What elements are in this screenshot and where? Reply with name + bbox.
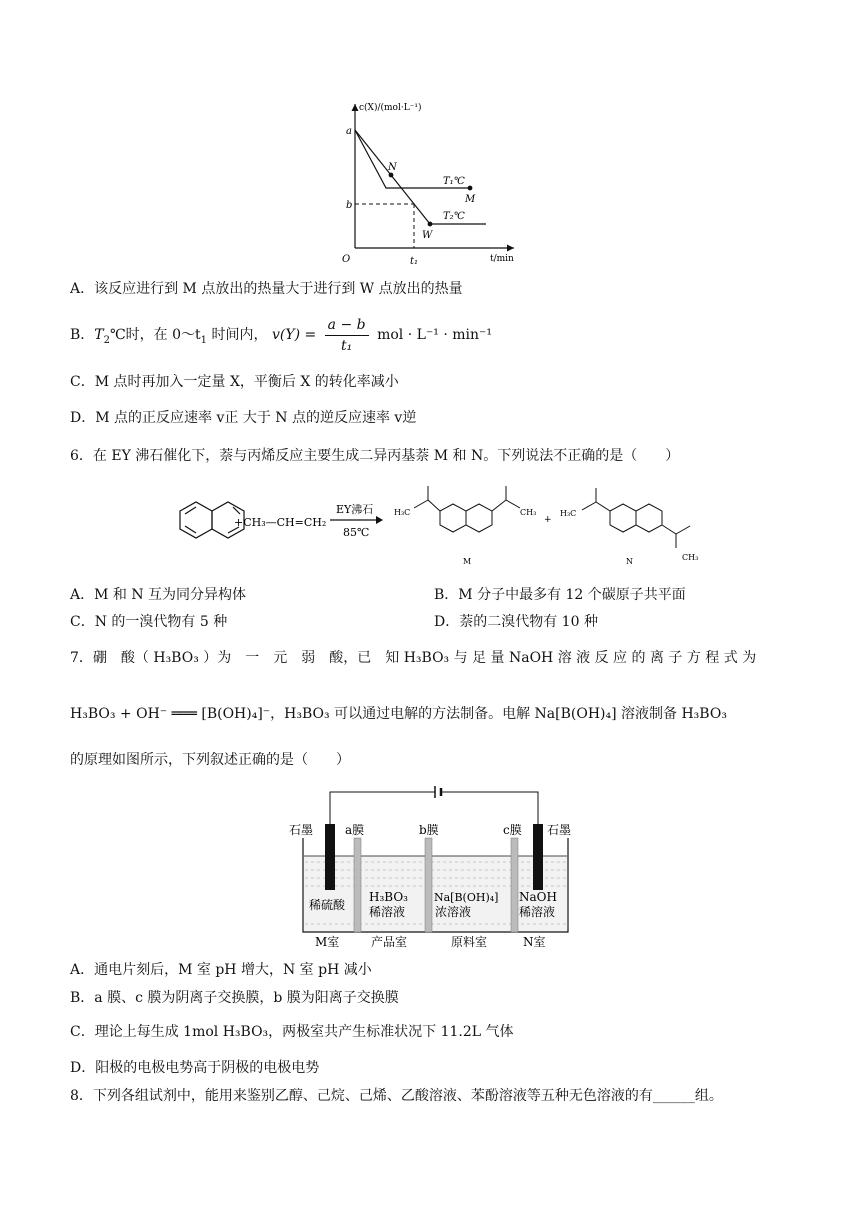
temperature-label: 85℃ [343,526,370,539]
m-h3c: H₃C [394,508,411,517]
membrane-c-label: c膜 [503,823,522,837]
y-axis-label: c(X)/(mol·L⁻¹) [359,103,422,113]
b-label: b [346,200,353,211]
q5-optb-denominator: t₁ [341,337,353,354]
q7-option-a: A．通电片刻后，M 室 pH 增大，N 室 pH 减小 [70,962,372,978]
origin-label: O [342,254,351,265]
propene-reagent: +CH₃—CH=CH₂ [234,516,327,529]
q5-option-d: D．M 点的正反应速率 v正 大于 N 点的逆反应速率 v逆 [70,410,417,426]
t1-label: t₁ [410,256,419,267]
q6-option-d: D．萘的二溴代物有 10 种 [434,614,598,630]
sol-product-line1: H₃BO₃ [369,890,408,904]
naphthalene-reaction-diagram [150,478,720,578]
sol-naoh-line1: NaOH [519,890,557,904]
q5-optb-mid: ℃时，在 0～t [110,327,201,343]
q5-optb-prefix: B． [70,327,95,343]
q7-equation-line: H₃BO₃ + OH⁻ ═══ [B(OH)₄]⁻，H₃BO₃ 可以通过电解的方法制备。电解 Na[B(OH)₄] 溶液制备 H₃BO₃ [70,706,727,722]
q5-optb-vy: v(Y) = [271,327,317,343]
label-n: N [626,557,633,566]
catalyst-label: EY沸石 [336,503,374,516]
membrane-a-label: a膜 [345,823,365,837]
electrolysis-cell-diagram [285,784,585,950]
W-label: W [422,230,433,241]
q6-stem: 6．在 EY 沸石催化下，萘与丙烯反应主要生成二异丙基萘 M 和 N。下列说法不正确的是（ ） [70,448,680,464]
q7-stem-line3: 的原理如图所示，下列叙述正确的是（ ） [70,752,350,768]
q7-option-d: D．阳极的电极电势高于阴极的电极电势 [70,1060,320,1076]
N-label: N [388,162,397,173]
graphite-left-label: 石墨 [289,823,314,837]
T2-label: T₂℃ [443,211,465,222]
n-ch3: CH₃ [682,553,699,562]
m-ch3: CH₃ [520,508,537,517]
M-label: M [465,194,476,205]
label-m: M [463,557,472,566]
q5-option-b: B．$T_2℃$时，在 $0\sim t_1$ 时间内， v(Y) = $\frac{a - b}{\text{t₁}}$ mol · L⁻¹ · min⁻¹ [70,316,493,354]
room-m-label: M室 [315,935,340,949]
room-product-label: 产品室 [371,935,408,949]
q5-option-a: A．该反应进行到 M 点放出的热量大于进行到 W 点放出的热量 [70,281,463,297]
T1-label: T₁℃ [443,176,465,187]
concentration-time-graph [330,98,520,270]
sol-sulfuric-acid: 稀硫酸 [309,898,346,912]
q6-option-b: B．M 分子中最多有 12 个碳原子共平面 [434,587,686,603]
membrane-b-label: b膜 [419,823,439,837]
n-h3c: H₃C [560,509,577,518]
plus-sign: + [544,515,552,525]
q5-option-c: C．M 点时再加入一定量 X，平衡后 X 的转化率减小 [70,374,399,390]
q6-option-c: C．N 的一溴代物有 5 种 [70,614,228,630]
x-axis-label: t/min [490,254,514,264]
sol-raw-line1: Na[B(OH)₄] [434,891,499,904]
graphite-right-label: 石墨 [547,823,572,837]
room-raw-label: 原料室 [451,935,488,949]
room-n-label: N室 [523,935,546,949]
sol-naoh-line2: 稀溶液 [519,905,556,919]
q5-optb-unit: mol · L⁻¹ · min⁻¹ [377,327,493,343]
q6-option-a: A．M 和 N 互为同分异构体 [70,587,247,603]
a-label: a [346,126,352,137]
q5-optb-numerator: a − b [325,315,369,336]
q5-optb-t2: T [94,327,104,343]
q7-option-b: B．a 膜、c 膜为阴离子交换膜，b 膜为阳离子交换膜 [70,990,399,1006]
sol-raw-line2: 浓溶液 [435,905,472,919]
q8-stem: 8．下列各组试剂中，能用来鉴别乙醇、己烷、己烯、乙酸溶液、苯酚溶液等五种无色溶液的有______组。 [70,1088,723,1104]
q7-option-c: C．理论上每生成 1mol H₃BO₃，两极室共产生标准状况下 11.2L 气体 [70,1024,514,1040]
sol-product-line2: 稀溶液 [369,905,406,919]
q7-stem-line1: 7．硼 酸（ H₃BO₃ ）为 一 元 弱 酸，已 知 H₃BO₃ 与 足 量 NaOH 溶 液 反 应 的 离 子 方 程 式 为 [70,650,757,666]
q5-optb-tail: 时间内， [207,327,268,343]
